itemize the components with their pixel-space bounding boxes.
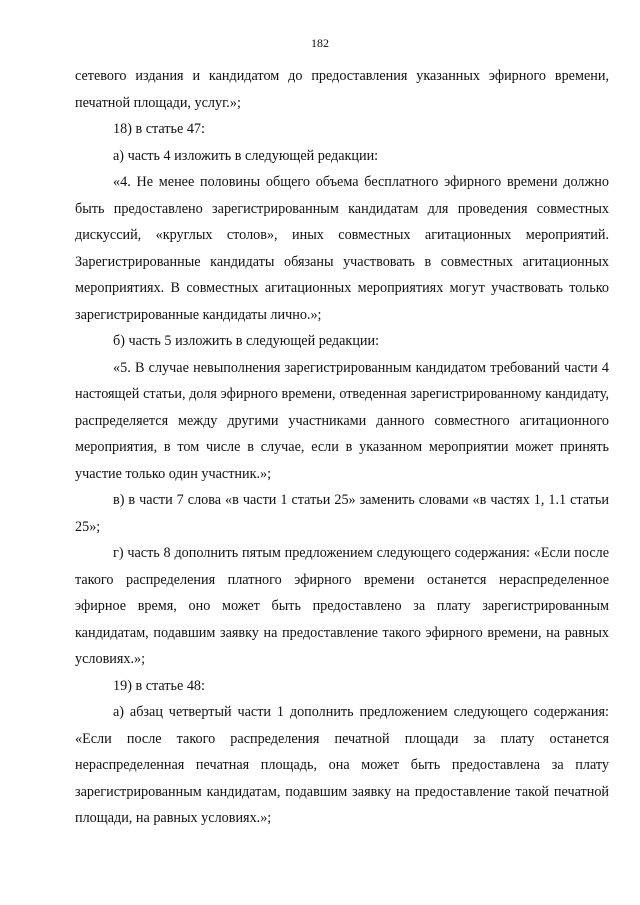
paragraph-item-18v: в) в части 7 слова «в части 1 статьи 25» заменить словами «в частях 1, 1.1 статьи 25»;	[75, 492, 609, 535]
paragraph-continuation: сетевого издания и кандидатом до предоставления указанных эфирного времени, печатной площади, услуг.»;	[75, 68, 609, 111]
paragraph-item-18g: г) часть 8 дополнить пятым предложением следующего содержания: «Если после такого распределения платного эфирного времени останется нераспределенное эфирное время, оно может быть предоставлено за плату зарегистрированным кандидатам, подавшим заявку на предоставление такого эфирного времени, на равных условиях.»;	[75, 545, 609, 667]
page-number: 182	[311, 36, 329, 50]
paragraph-item-18a: а) часть 4 изложить в следующей редакции:	[113, 147, 379, 164]
document-body	[75, 63, 609, 832]
paragraph-quote-part-5: «5. В случае невыполнения зарегистрированным кандидатом требований части 4 настоящей статьи, доля эфирного времени, отведенная зарегистрированному кандидату, распределяется между другими участниками данного совместного агитационного мероприятия, в том числе в случае, если в указанном мероприятии может принять участие только один участник.»;	[75, 359, 609, 482]
paragraph-item-19: 19) в статье 48:	[113, 677, 205, 694]
paragraph-quote-part-4: «4. Не менее половины общего объема бесплатного эфирного времени должно быть предоставлено зарегистрированным кандидатам для проведения совместных дискуссий, «круглых столов», иных совместных агитационных мероприятий. Зарегистрированные кандидаты обязаны участвовать в совместных агитационных мероприятиях. В совместных агитационных мероприятиях могут участвовать только зарегистрированные кандидаты лично.»;	[75, 174, 609, 323]
paragraph-item-18: 18) в статье 47:	[113, 121, 205, 137]
paragraph-item-19a: а) абзац четвертый части 1 дополнить предложением следующего содержания: «Если после такого распределения печатной площади за плату останется нераспределенная печатная площадь, она может быть предоставлена за плату зарегистрированным кандидатам, подавшим заявку на предоставление такой печатной площади, на равных условиях.»;	[75, 704, 609, 826]
paragraph-item-18b: б) часть 5 изложить в следующей редакции:	[113, 333, 380, 349]
